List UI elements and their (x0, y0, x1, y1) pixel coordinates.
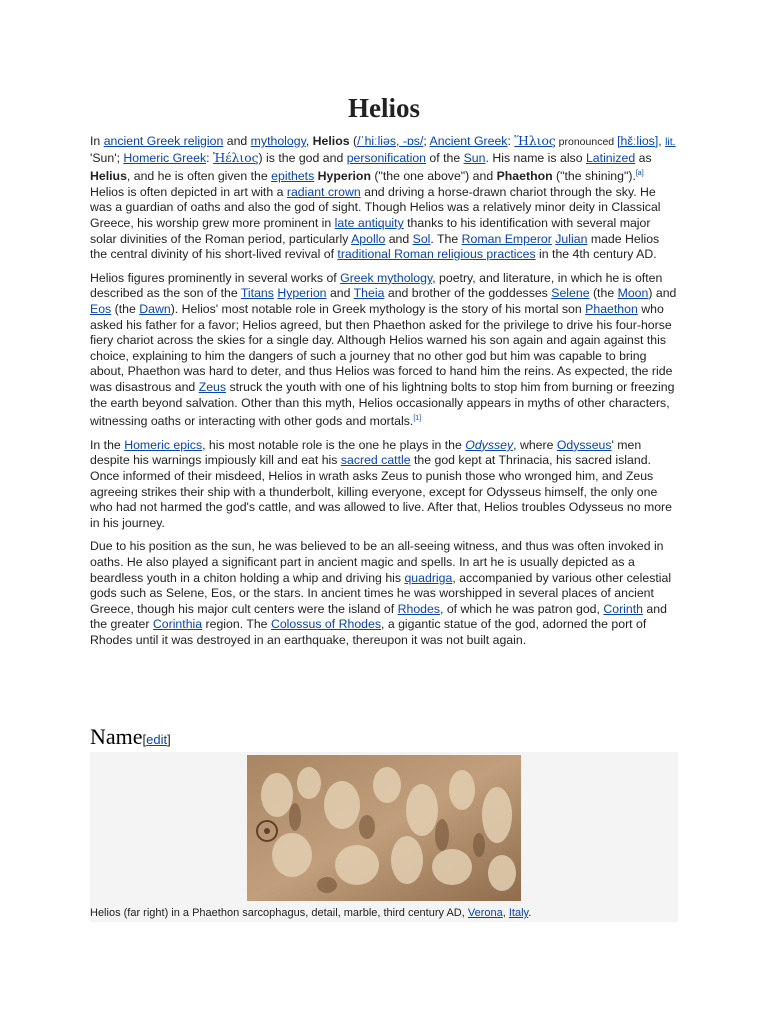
link-corinthia[interactable]: Corinthia (152, 617, 203, 632)
paragraph-mythology: Helios figures prominently in several works of Greek mythology, poetry, and literature, in which he is often described as the son of the Titans Hyperion and Theia and brother of the goddesses Selene (the Moon) and Eos (the Dawn). Helios' most notable role in Greek mythology is the story of his mortal son Phaethon who asked his father for a favor; Helios agreed, but then Phaethon asked for the privilege to drive his four-horse fiery chariot across the skies for a single day. Although Helios warned his son again and again against this choice, explaining to him the dangers of such a journey that no other god but him was capable to bring about, Phaethon was hard to deter, and thus Helios was forced to hand him the reins. As expected, the ride was disastrous and Zeus struck the youth with one of his lightning bolts to stop him from burning or freezing the earth beyond salvation. Other than this myth, Helios occasionally appears in myths of other characters, witnessing oaths or interacting with other gods and mortals.[1] (90, 270, 677, 429)
section-heading-text: Name (90, 724, 143, 749)
article-title: Helios (348, 93, 420, 123)
link-ancient-greek[interactable]: Ancient Greek (429, 134, 508, 148)
link-zeus[interactable]: Zeus (198, 380, 227, 394)
link-colossus-of-rhodes[interactable]: Colossus of Rhodes (270, 617, 381, 632)
edit-section-link[interactable]: edit (146, 732, 168, 747)
link-phaethon[interactable]: Phaethon (585, 302, 638, 317)
link-traditional-roman-religion[interactable]: traditional Roman religious practices (337, 247, 536, 262)
link-personification[interactable]: personification (346, 150, 426, 165)
link-rhodes[interactable]: Rhodes (397, 601, 440, 616)
link-ancient-greek-religion[interactable]: ancient Greek religion (103, 134, 224, 148)
link-epithets[interactable]: epithets (271, 169, 315, 184)
link-moon[interactable]: Moon (617, 286, 649, 301)
link-homeric-greek[interactable]: Homeric Greek (123, 150, 207, 165)
reference-a[interactable]: [a] (635, 170, 644, 178)
paragraph-worship: Due to his position as the sun, he was believed to be an all-seeing witness, and thus was often invoked in oaths. He also played a significant part in ancient magic and spells. In art he is usually depicted as a beardless youth in a chiton holding a whip and driving his quadriga, accompanied by various other celestial gods such as Selene, Eos, or the stars. In ancient times he was worshipped in several places of ancient Greece, though his major cult centers were the island of Rhodes, of which he was patron god, Corinth and the greater Corinthia region. The Colossus of Rhodes, a gigantic statue of the god, adorned the port of Rhodes until it was destroyed in an earthquake, thereupon it was not built again. (90, 539, 672, 647)
link-pronunciation[interactable]: [hɛ̌ːlios] (617, 134, 659, 148)
paragraph-homeric: In the Homeric epics, his most notable role is the one he plays in the Odyssey, where Odysseus' men despite his warnings impiously kill and eat his sacred cattle the god kept at Thrinacia, his sacred island. Once informed of their misdeed, Helios in wrath asks Zeus to punish those who wronged him, and Zeus agreeing strikes their ship with a thunderbolt, killing everyone, except for Odysseus himself, the only one who had not harmed the god's cattle, and was allowed to live. After that, Helios troubles Odysseus no more in his journey. (90, 437, 672, 530)
section-heading-name (90, 724, 678, 753)
figure-box (90, 752, 678, 922)
greek-name[interactable]: Ἥλιος (514, 134, 556, 148)
link-apollo[interactable]: Apollo (351, 231, 386, 246)
link-ipa[interactable]: /ˈhiːliəs, -ɒs/ (357, 134, 424, 148)
link-quadriga[interactable]: quadriga (404, 570, 453, 585)
figure-caption: Helios (far right) in a Phaethon sarcophagus, detail, marble, third century AD, Verona, Italy. (90, 907, 532, 919)
reference-1[interactable]: [1] (413, 415, 422, 423)
link-homeric-epics[interactable]: Homeric epics (124, 437, 203, 452)
sarcophagus-relief-image[interactable] (247, 755, 521, 901)
link-latinized[interactable]: Latinized (585, 150, 636, 165)
link-titans[interactable]: Titans (240, 286, 274, 301)
link-odyssey[interactable]: Odyssey (465, 437, 514, 452)
paragraph-intro: In ancient Greek religion and mythology, Helios (/ˈhiːliəs, -ɒs/; Ancient Greek: Ἥλιος pronounced [hɛ̌ːlios], lit. 'Sun'; Homeric Greek: Ἠέλιος) is the god and personification of the Sun. His name is also Latinized as Helius, and he is often given the epithets Hyperion ("the one above") and Phaethon ("the shining").[a] Helios is often depicted in art with a radiant crown and driving a horse-drawn chariot through the sky. He was a guardian of oaths and also the god of sight. Though Helios was a relatively minor deity in Classical Greece, his worship grew more prominent in late antiquity thanks to his identification with several major solar divinities of the Roman period, particularly Apollo and Sol. The Roman Emperor Julian made Helios the central divinity of his short-lived revival of traditional Roman religious practices in the 4th century AD. (90, 134, 676, 262)
link-sacred-cattle[interactable]: sacred cattle (340, 453, 411, 468)
link-late-antiquity[interactable]: late antiquity (334, 216, 404, 231)
edit-bracket-close: ] (167, 732, 171, 747)
link-lit[interactable]: lit. (665, 136, 676, 148)
link-julian[interactable]: Julian (555, 231, 588, 246)
link-sun[interactable]: Sun (463, 150, 486, 165)
link-hyperion[interactable]: Hyperion (277, 286, 327, 301)
link-italy[interactable]: Italy (508, 907, 529, 919)
link-selene[interactable]: Selene (551, 286, 590, 301)
link-mythology[interactable]: mythology (250, 134, 306, 148)
article-body (90, 134, 678, 657)
link-eos[interactable]: Eos (90, 302, 112, 317)
link-verona[interactable]: Verona (467, 907, 503, 919)
link-odysseus[interactable]: Odysseus (556, 437, 612, 452)
homeric-greek-name[interactable]: Ἠέλιος (212, 150, 259, 165)
link-greek-mythology[interactable]: Greek mythology (340, 270, 433, 285)
link-roman-emperor[interactable]: Roman Emperor (461, 231, 552, 246)
link-radiant-crown[interactable]: radiant crown (286, 184, 361, 199)
link-corinth[interactable]: Corinth (603, 601, 644, 616)
link-sol[interactable]: Sol (412, 231, 431, 246)
edit-bracket-open: [ (142, 732, 147, 747)
link-theia[interactable]: Theia (353, 286, 385, 301)
link-dawn[interactable]: Dawn (139, 302, 171, 317)
